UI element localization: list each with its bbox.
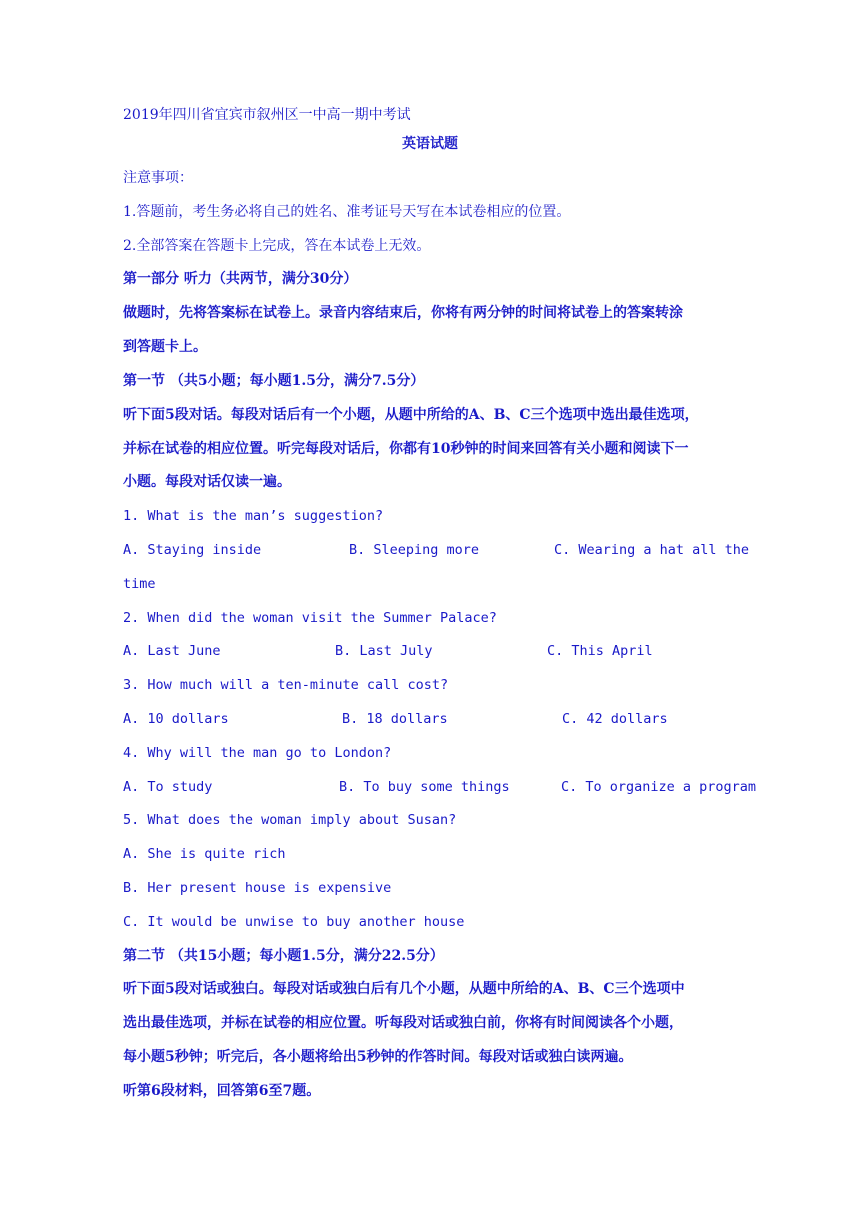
part1-heading: 第一部分 听力（共两节，满分30分）	[123, 271, 358, 287]
question-4-option-c: C. To organize a program	[561, 779, 757, 795]
question-5-stem: 5. What does the woman imply about Susan?	[123, 812, 457, 828]
notice-item-2: 2.全部答案在答题卡上完成，答在本试卷上无效。	[123, 238, 431, 254]
section1-instruction-line-2: 并标在试卷的相应位置。听完每段对话后，你都有10秒钟的时间来回答有关小题和阅读下一	[123, 441, 689, 457]
section2-instruction-line-3: 每小题5秒钟；听完后，各小题将给出5秒钟的作答时间。每段对话或独白读两遍。	[123, 1049, 633, 1065]
section2-instruction-line-1: 听下面5段对话或独白。每段对话或独白后有几个小题，从题中所给的A、B、C三个选项中	[123, 981, 685, 997]
notice-item-1: 1.答题前，考生务必将自己的姓名、准考证号天写在本试卷相应的位置。	[123, 204, 571, 220]
section2-heading: 第二节 （共15小题；每小题1.5分，满分22.5分）	[123, 948, 444, 964]
question-2-option-b: B. Last July	[335, 643, 433, 659]
question-1-option-b: B. Sleeping more	[349, 542, 480, 558]
section1-instruction-line-1: 听下面5段对话。每段对话后有一个小题，从题中所给的A、B、C三个选项中选出最佳选项，	[123, 407, 699, 423]
question-1-option-a: A. Staying inside	[123, 542, 262, 558]
question-1-stem: 1. What is the man’s suggestion?	[123, 508, 384, 524]
question-2-option-c: C. This April	[547, 643, 653, 659]
question-3-option-b: B. 18 dollars	[342, 711, 448, 727]
notice-heading: 注意事项：	[123, 170, 193, 186]
section1-instruction-line-3: 小题。每段对话仅读一遍。	[123, 474, 291, 490]
question-5-option-a: A. She is quite rich	[123, 846, 286, 862]
question-1-option-c: C. Wearing a hat all the	[554, 542, 750, 558]
subject-title: 英语试题	[402, 136, 458, 152]
question-2-option-a: A. Last June	[123, 643, 221, 659]
section2-instruction-line-2: 选出最佳选项，并标在试卷的相应位置。听每段对话或独白前，你将有时间阅读各个小题，	[123, 1015, 683, 1031]
question-1-option-c-continued: time	[123, 576, 156, 592]
question-3-option-a: A. 10 dollars	[123, 711, 229, 727]
question-2-stem: 2. When did the woman visit the Summer Palace?	[123, 610, 497, 626]
part1-instruction-line-1: 做题时，先将答案标在试卷上。录音内容结束后，你将有两分钟的时间将试卷上的答案转涂	[123, 305, 683, 321]
section1-heading: 第一节 （共5小题；每小题1.5分，满分7.5分）	[123, 373, 425, 389]
question-3-stem: 3. How much will a ten-minute call cost?	[123, 677, 449, 693]
question-5-option-c: C. It would be unwise to buy another house	[123, 914, 465, 930]
question-5-option-b: B. Her present house is expensive	[123, 880, 392, 896]
exam-title: 2019年四川省宜宾市叙州区一中高一期中考试	[123, 107, 411, 123]
question-4-option-b: B. To buy some things	[339, 779, 510, 795]
part1-instruction-line-2: 到答题卡上。	[123, 339, 207, 355]
section2-material-prompt: 听第6段材料，回答第6至7题。	[123, 1083, 321, 1099]
question-4-option-a: A. To study	[123, 779, 213, 795]
question-4-stem: 4. Why will the man go to London?	[123, 745, 392, 761]
question-3-option-c: C. 42 dollars	[562, 711, 668, 727]
